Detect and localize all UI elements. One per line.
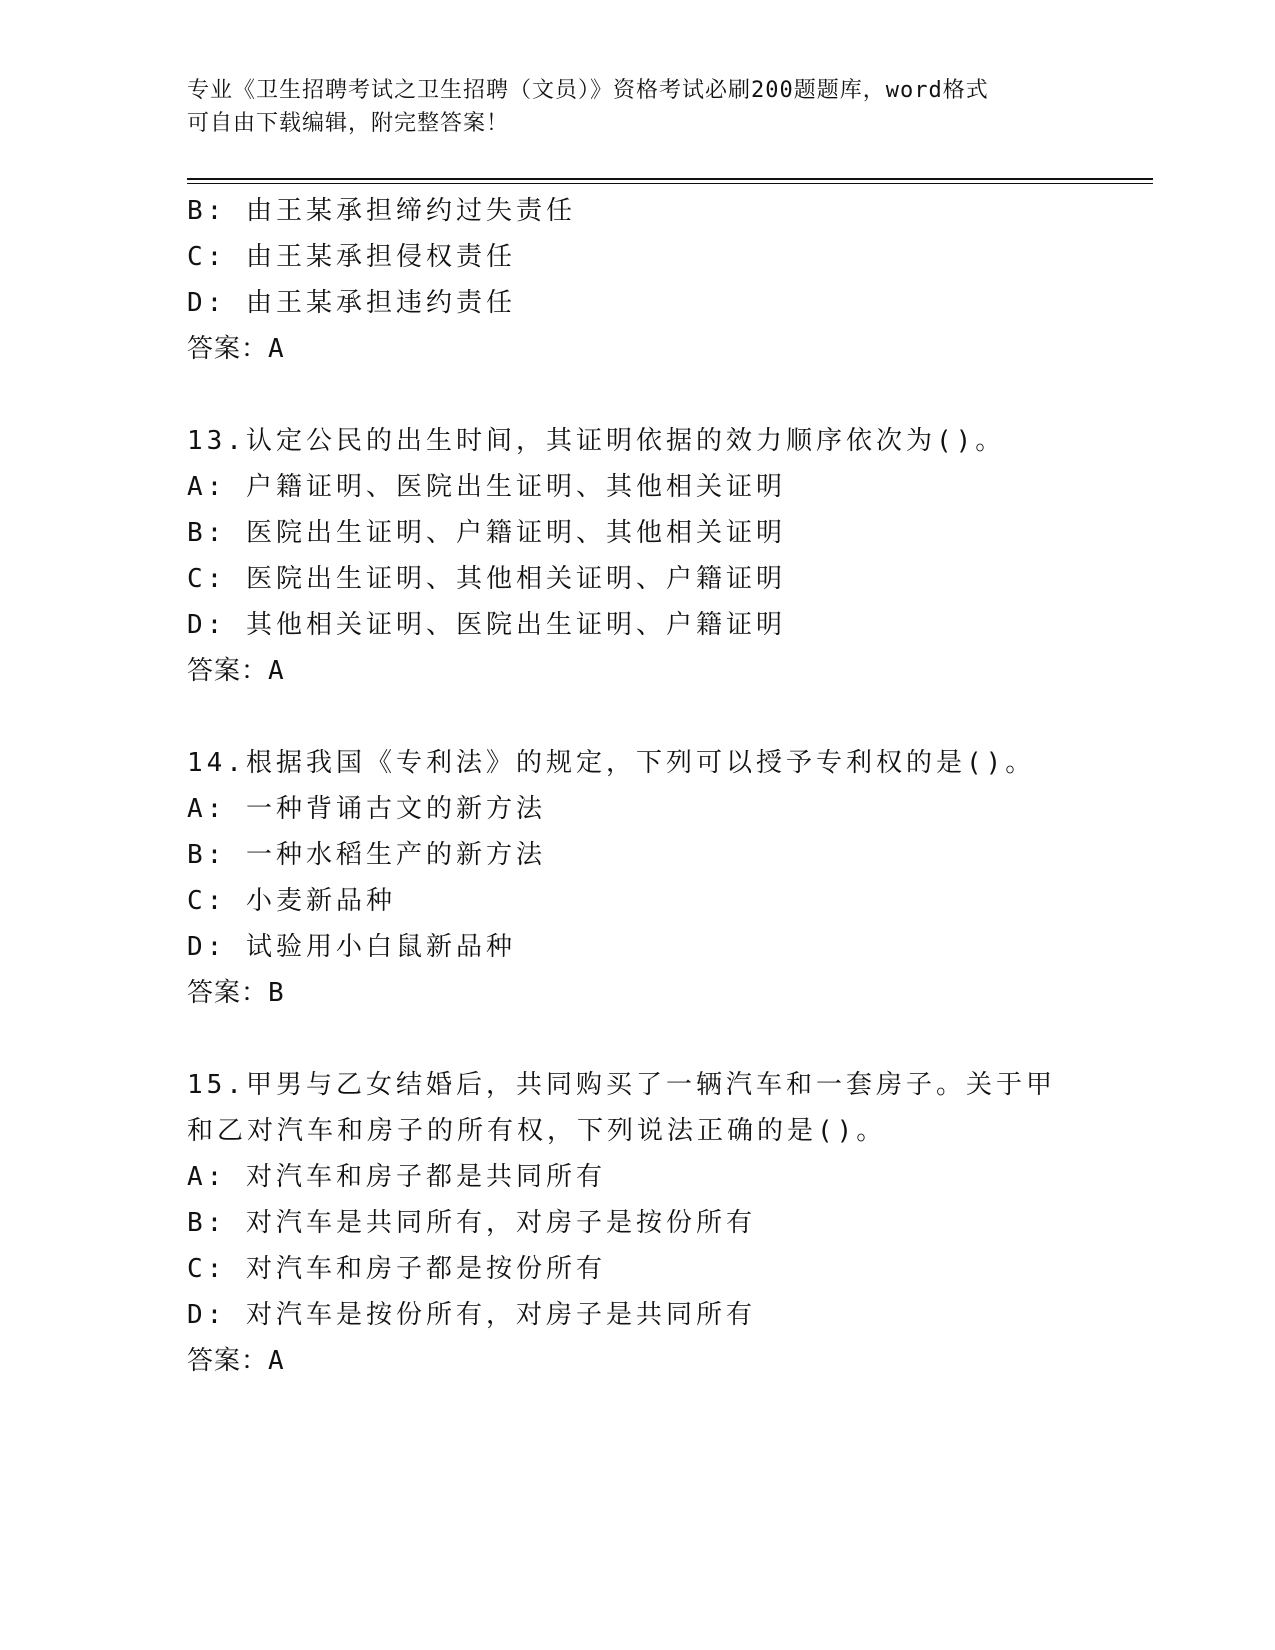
- question-text: 13.认定公民的出生时间，其证明依据的效力顺序依次为()。: [187, 426, 1006, 456]
- answer-line: 答案：A: [187, 334, 285, 364]
- option-d: D: 试验用小白鼠新品种: [187, 932, 516, 962]
- question-text: 14.根据我国《专利法》的规定，下列可以授予专利权的是()。: [187, 748, 1036, 778]
- option-b: B: 一种水稻生产的新方法: [187, 840, 546, 870]
- option-d: D: 其他相关证明、医院出生证明、户籍证明: [187, 610, 786, 640]
- option-b: B: 对汽车是共同所有，对房子是按份所有: [187, 1208, 756, 1238]
- question-15: [187, 1062, 1087, 1384]
- question-14: [187, 740, 1087, 1016]
- option-a: A: 户籍证明、医院出生证明、其他相关证明: [187, 472, 786, 502]
- question-13: [187, 418, 1087, 694]
- option-c: C: 由王某承担侵权责任: [187, 242, 516, 272]
- option-b: B: 由王某承担缔约过失责任: [187, 196, 576, 226]
- option-d: D: 由王某承担违约责任: [187, 288, 516, 318]
- header-rule-thick: [187, 178, 1153, 180]
- header-rule-thin: [187, 183, 1153, 184]
- option-d: D: 对汽车是按份所有，对房子是共同所有: [187, 1300, 756, 1330]
- partial-question: [187, 188, 1087, 372]
- option-b: B: 医院出生证明、户籍证明、其他相关证明: [187, 518, 786, 548]
- answer-line: 答案：B: [187, 978, 285, 1008]
- answer-line: 答案：A: [187, 1346, 285, 1376]
- option-c: C: 小麦新品种: [187, 886, 396, 916]
- option-a: A: 对汽车和房子都是共同所有: [187, 1162, 606, 1192]
- document-header: 专业《卫生招聘考试之卫生招聘（文员）》资格考试必刷200题题库，word格式 可自由下载编辑，附完整答案！: [187, 78, 989, 136]
- answer-line: 答案：A: [187, 656, 285, 686]
- question-list: [187, 188, 1087, 1384]
- option-c: C: 医院出生证明、其他相关证明、户籍证明: [187, 564, 786, 594]
- option-a: A: 一种背诵古文的新方法: [187, 794, 546, 824]
- option-c: C: 对汽车和房子都是按份所有: [187, 1254, 606, 1284]
- question-text: 15.甲男与乙女结婚后，共同购买了一辆汽车和一套房子。关于甲和乙对汽车和房子的所有权，下列说法正确的是()。: [187, 1070, 1056, 1146]
